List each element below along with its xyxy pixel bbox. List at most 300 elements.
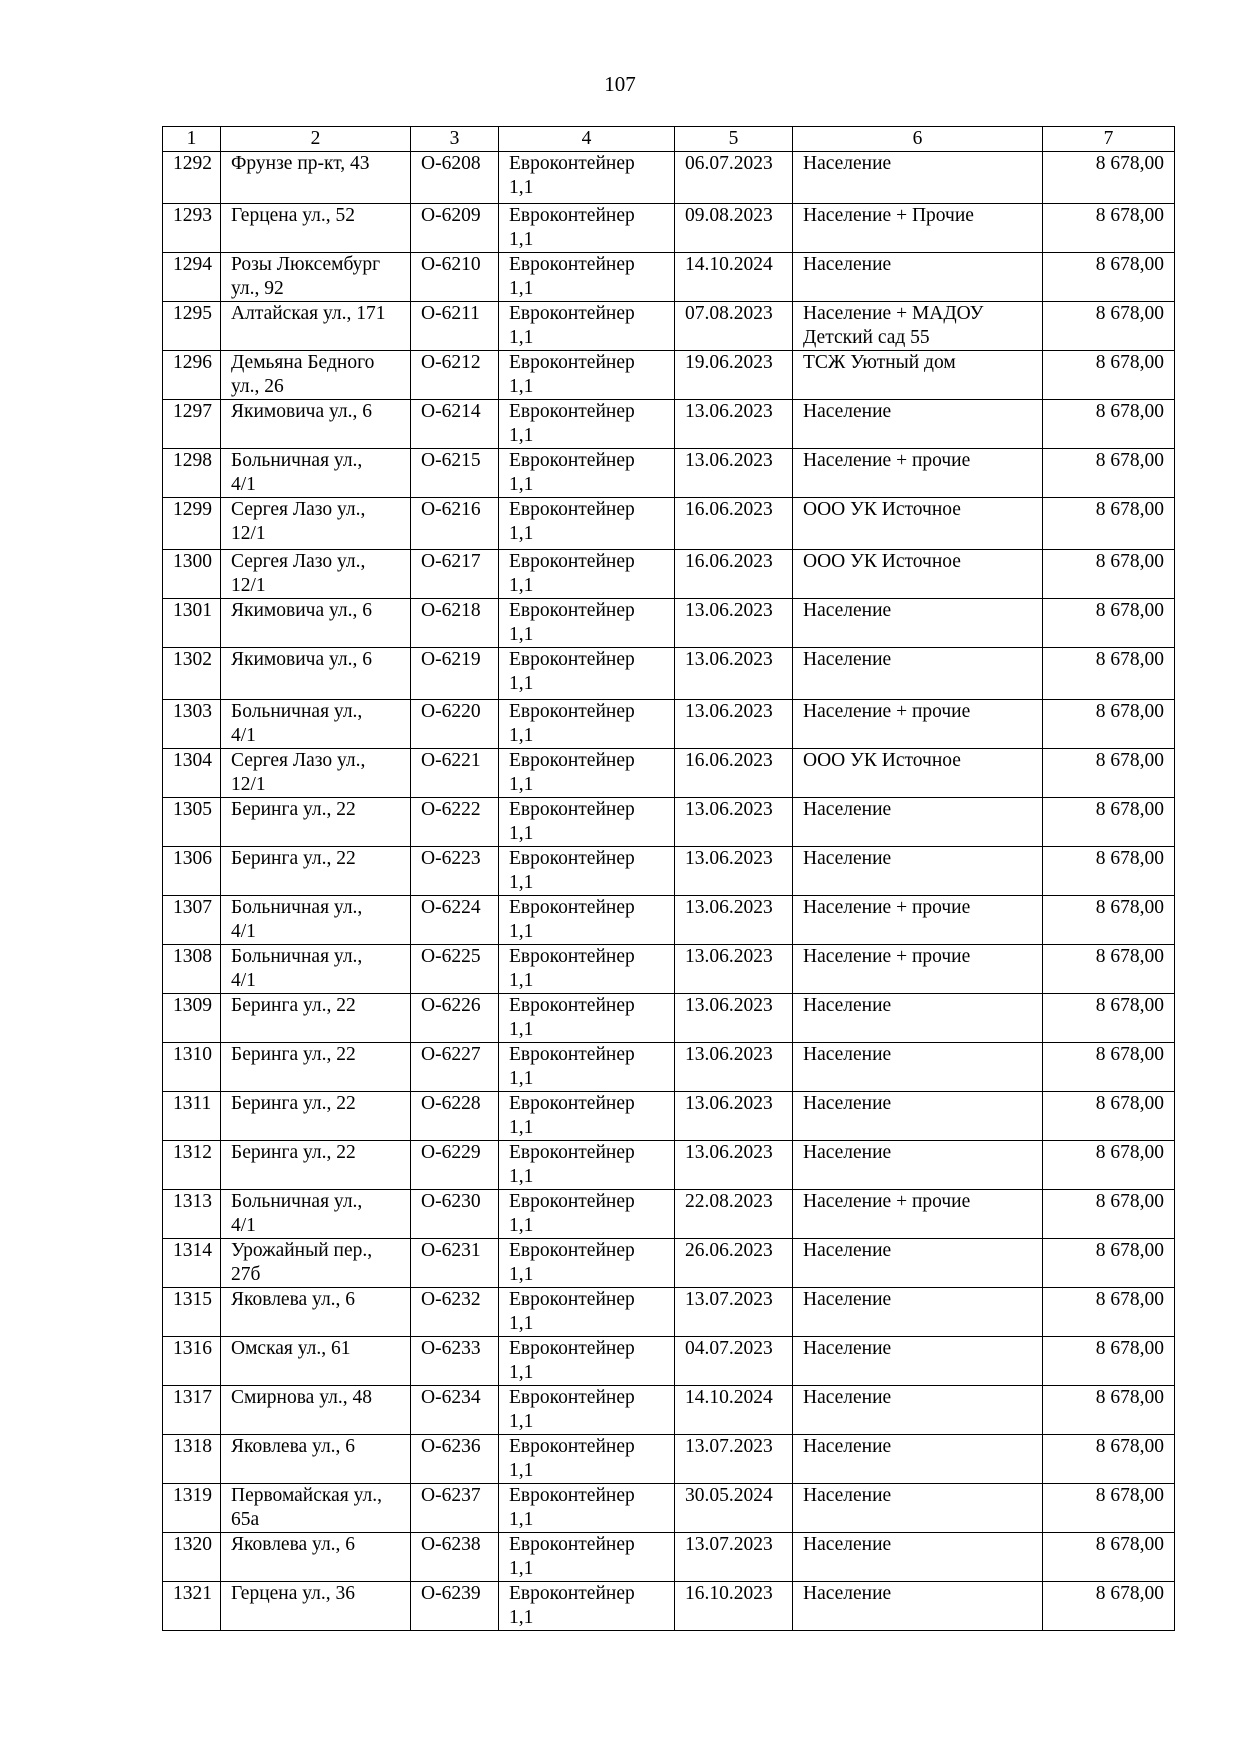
date-cell-text: 13.06.2023 bbox=[685, 1044, 773, 1065]
table-row bbox=[163, 1337, 1175, 1386]
address-cell bbox=[221, 1484, 411, 1533]
date-cell bbox=[675, 1141, 793, 1190]
owner-cell bbox=[793, 400, 1043, 449]
owner-cell bbox=[793, 1582, 1043, 1631]
owner-cell bbox=[793, 1484, 1043, 1533]
site-code-cell bbox=[411, 1337, 499, 1386]
owner-cell-text: Население + МАДОУ Детский сад 55 bbox=[803, 303, 984, 348]
date-cell-text: 13.07.2023 bbox=[685, 1436, 773, 1457]
address-cell-text: Розы Люксембург ул., 92 bbox=[231, 254, 381, 299]
site-code-cell-text: О-6211 bbox=[421, 303, 480, 324]
container-type-cell bbox=[499, 648, 675, 700]
row-number bbox=[163, 1435, 221, 1484]
site-code-cell-text: О-6219 bbox=[421, 649, 481, 670]
owner-cell bbox=[793, 1092, 1043, 1141]
row-number-text: 1294 bbox=[173, 254, 212, 275]
owner-cell-text: Население bbox=[803, 995, 892, 1016]
container-type-cell bbox=[499, 1239, 675, 1288]
price-cell-text: 8 678,00 bbox=[1095, 701, 1164, 722]
owner-cell bbox=[793, 498, 1043, 550]
address-cell bbox=[221, 550, 411, 599]
site-code-cell-text: О-6223 bbox=[421, 848, 481, 869]
price-cell-text: 8 678,00 bbox=[1095, 401, 1164, 422]
row-number-text: 1299 bbox=[173, 499, 212, 520]
date-cell bbox=[675, 749, 793, 798]
price-cell-text: 8 678,00 bbox=[1095, 1485, 1164, 1506]
site-code-cell bbox=[411, 1092, 499, 1141]
site-code-cell-text: О-6221 bbox=[421, 750, 481, 771]
date-cell-text: 13.06.2023 bbox=[685, 401, 773, 422]
row-number bbox=[163, 1337, 221, 1386]
row-number-text: 1319 bbox=[173, 1485, 212, 1506]
container-type-cell-text: Евроконтейнер 1,1 bbox=[509, 1093, 635, 1138]
site-code-cell bbox=[411, 847, 499, 896]
site-code-cell bbox=[411, 1386, 499, 1435]
container-type-cell-text: Евроконтейнер 1,1 bbox=[509, 401, 635, 446]
site-code-cell-text: О-6236 bbox=[421, 1436, 481, 1457]
row-number bbox=[163, 798, 221, 847]
site-code-cell bbox=[411, 1484, 499, 1533]
row-number bbox=[163, 351, 221, 400]
container-type-cell-text: Евроконтейнер 1,1 bbox=[509, 1583, 635, 1628]
address-cell bbox=[221, 1533, 411, 1582]
table-row bbox=[163, 498, 1175, 550]
date-cell-text: 14.10.2024 bbox=[685, 254, 773, 275]
table-row bbox=[163, 599, 1175, 648]
address-cell bbox=[221, 1435, 411, 1484]
owner-cell-text: Население bbox=[803, 1093, 892, 1114]
container-type-cell-text: Евроконтейнер 1,1 bbox=[509, 1191, 635, 1236]
price-cell-text: 8 678,00 bbox=[1095, 1044, 1164, 1065]
container-type-cell-text: Евроконтейнер 1,1 bbox=[509, 1387, 635, 1432]
table-row bbox=[163, 550, 1175, 599]
site-code-cell bbox=[411, 798, 499, 847]
date-cell bbox=[675, 1092, 793, 1141]
address-cell bbox=[221, 896, 411, 945]
address-cell-text: Герцена ул., 36 bbox=[231, 1583, 355, 1604]
owner-cell bbox=[793, 253, 1043, 302]
container-type-cell bbox=[499, 400, 675, 449]
owner-cell-text: Население bbox=[803, 1240, 892, 1261]
date-cell-text: 16.06.2023 bbox=[685, 551, 773, 572]
date-cell bbox=[675, 599, 793, 648]
address-cell-text: Алтайская ул., 171 bbox=[231, 303, 386, 324]
row-number bbox=[163, 400, 221, 449]
price-cell bbox=[1043, 550, 1175, 599]
date-cell bbox=[675, 1190, 793, 1239]
owner-cell bbox=[793, 550, 1043, 599]
row-number bbox=[163, 896, 221, 945]
container-type-cell bbox=[499, 1484, 675, 1533]
header-row bbox=[163, 127, 1175, 152]
owner-cell bbox=[793, 896, 1043, 945]
date-cell bbox=[675, 498, 793, 550]
address-cell-text: Беринга ул., 22 bbox=[231, 1093, 356, 1114]
address-cell-text: Больничная ул., 4/1 bbox=[231, 1191, 363, 1236]
table-row bbox=[163, 253, 1175, 302]
container-type-cell-text: Евроконтейнер 1,1 bbox=[509, 1436, 635, 1481]
table-row bbox=[163, 1582, 1175, 1631]
row-number-text: 1301 bbox=[173, 600, 212, 621]
address-cell-text: Беринга ул., 22 bbox=[231, 1142, 356, 1163]
owner-cell-text: Население bbox=[803, 1436, 892, 1457]
address-cell-text: Демьяна Бедного ул., 26 bbox=[231, 352, 375, 397]
site-code-cell bbox=[411, 1141, 499, 1190]
row-number-text: 1293 bbox=[173, 205, 212, 226]
container-type-cell-text: Евроконтейнер 1,1 bbox=[509, 551, 635, 596]
price-cell bbox=[1043, 498, 1175, 550]
container-type-cell-text: Евроконтейнер 1,1 bbox=[509, 1338, 635, 1383]
address-cell-text: Больничная ул., 4/1 bbox=[231, 946, 363, 991]
address-cell-text: Урожайный пер., 27б bbox=[231, 1240, 373, 1285]
container-type-cell bbox=[499, 700, 675, 749]
site-code-cell bbox=[411, 204, 499, 253]
row-number-text: 1321 bbox=[173, 1583, 212, 1604]
row-number bbox=[163, 1533, 221, 1582]
price-cell bbox=[1043, 449, 1175, 498]
address-cell bbox=[221, 302, 411, 351]
price-cell bbox=[1043, 1533, 1175, 1582]
price-cell bbox=[1043, 253, 1175, 302]
site-code-cell bbox=[411, 1533, 499, 1582]
site-code-cell-text: О-6222 bbox=[421, 799, 481, 820]
owner-cell-text: Население bbox=[803, 1485, 892, 1506]
address-cell-text: Беринга ул., 22 bbox=[231, 1044, 356, 1065]
date-cell-text: 16.06.2023 bbox=[685, 499, 773, 520]
container-type-cell-text: Евроконтейнер 1,1 bbox=[509, 995, 635, 1040]
row-number bbox=[163, 1092, 221, 1141]
table-row bbox=[163, 700, 1175, 749]
container-type-cell-text: Евроконтейнер 1,1 bbox=[509, 1534, 635, 1579]
price-cell-text: 8 678,00 bbox=[1095, 995, 1164, 1016]
date-cell-text: 22.08.2023 bbox=[685, 1191, 773, 1212]
price-cell-text: 8 678,00 bbox=[1095, 1240, 1164, 1261]
address-cell-text: Якимовича ул., 6 bbox=[231, 649, 372, 670]
container-type-cell-text: Евроконтейнер 1,1 bbox=[509, 897, 635, 942]
date-cell-text: 13.06.2023 bbox=[685, 649, 773, 670]
container-type-cell bbox=[499, 1288, 675, 1337]
owner-cell-text: Население bbox=[803, 600, 892, 621]
owner-cell-text: Население bbox=[803, 1338, 892, 1359]
date-cell bbox=[675, 994, 793, 1043]
row-number-text: 1309 bbox=[173, 995, 212, 1016]
row-number bbox=[163, 749, 221, 798]
price-cell-text: 8 678,00 bbox=[1095, 1191, 1164, 1212]
owner-cell bbox=[793, 749, 1043, 798]
date-cell bbox=[675, 253, 793, 302]
price-cell-text: 8 678,00 bbox=[1095, 1142, 1164, 1163]
address-cell bbox=[221, 351, 411, 400]
owner-cell bbox=[793, 351, 1043, 400]
price-cell-text: 8 678,00 bbox=[1095, 848, 1164, 869]
container-type-cell bbox=[499, 945, 675, 994]
date-cell bbox=[675, 1484, 793, 1533]
date-cell-text: 19.06.2023 bbox=[685, 352, 773, 373]
site-code-cell-text: О-6212 bbox=[421, 352, 481, 373]
price-cell-text: 8 678,00 bbox=[1095, 1436, 1164, 1457]
owner-cell-text: Население + Прочие bbox=[803, 205, 974, 226]
address-cell-text: Якимовича ул., 6 bbox=[231, 600, 372, 621]
date-cell-text: 30.05.2024 bbox=[685, 1485, 773, 1506]
price-cell-text: 8 678,00 bbox=[1095, 600, 1164, 621]
address-cell bbox=[221, 204, 411, 253]
owner-cell-text: ООО УК Источное bbox=[803, 499, 961, 520]
address-cell-text: Беринга ул., 22 bbox=[231, 799, 356, 820]
row-number-text: 1305 bbox=[173, 799, 212, 820]
address-cell-text: Якимовича ул., 6 bbox=[231, 401, 372, 422]
table-row bbox=[163, 351, 1175, 400]
price-cell bbox=[1043, 1239, 1175, 1288]
price-cell bbox=[1043, 1337, 1175, 1386]
address-cell bbox=[221, 798, 411, 847]
container-type-cell-text: Евроконтейнер 1,1 bbox=[509, 701, 635, 746]
container-type-cell bbox=[499, 1582, 675, 1631]
row-number-text: 1296 bbox=[173, 352, 212, 373]
price-cell bbox=[1043, 1386, 1175, 1435]
site-code-cell bbox=[411, 253, 499, 302]
date-cell bbox=[675, 204, 793, 253]
table-row bbox=[163, 749, 1175, 798]
column-header: 1 bbox=[163, 127, 221, 152]
column-header: 5 bbox=[675, 127, 793, 152]
price-cell bbox=[1043, 1141, 1175, 1190]
price-cell-text: 8 678,00 bbox=[1095, 352, 1164, 373]
container-type-cell bbox=[499, 152, 675, 204]
container-type-cell bbox=[499, 599, 675, 648]
price-cell bbox=[1043, 400, 1175, 449]
row-number bbox=[163, 847, 221, 896]
container-type-cell bbox=[499, 1092, 675, 1141]
address-cell bbox=[221, 847, 411, 896]
row-number-text: 1306 bbox=[173, 848, 212, 869]
price-cell-text: 8 678,00 bbox=[1095, 649, 1164, 670]
address-cell bbox=[221, 945, 411, 994]
column-header: 6 bbox=[793, 127, 1043, 152]
owner-cell bbox=[793, 994, 1043, 1043]
owner-cell-text: Население + прочие bbox=[803, 701, 971, 722]
date-cell bbox=[675, 896, 793, 945]
owner-cell bbox=[793, 1386, 1043, 1435]
table-row bbox=[163, 1239, 1175, 1288]
table-row bbox=[163, 152, 1175, 204]
owner-cell bbox=[793, 449, 1043, 498]
price-cell bbox=[1043, 648, 1175, 700]
container-type-cell-text: Евроконтейнер 1,1 bbox=[509, 1240, 635, 1285]
site-code-cell bbox=[411, 648, 499, 700]
address-cell bbox=[221, 700, 411, 749]
row-number bbox=[163, 648, 221, 700]
owner-cell-text: Население + прочие bbox=[803, 897, 971, 918]
container-type-cell bbox=[499, 351, 675, 400]
row-number bbox=[163, 302, 221, 351]
owner-cell bbox=[793, 599, 1043, 648]
date-cell-text: 04.07.2023 bbox=[685, 1338, 773, 1359]
address-cell-text: Омская ул., 61 bbox=[231, 1338, 351, 1359]
date-cell bbox=[675, 1337, 793, 1386]
address-cell-text: Больничная ул., 4/1 bbox=[231, 897, 363, 942]
price-cell bbox=[1043, 798, 1175, 847]
row-number bbox=[163, 1043, 221, 1092]
container-type-cell bbox=[499, 1386, 675, 1435]
date-cell bbox=[675, 302, 793, 351]
row-number bbox=[163, 550, 221, 599]
price-cell bbox=[1043, 302, 1175, 351]
site-code-cell bbox=[411, 351, 499, 400]
container-type-cell-text: Евроконтейнер 1,1 bbox=[509, 848, 635, 893]
owner-cell-text: Население bbox=[803, 401, 892, 422]
site-code-cell-text: О-6233 bbox=[421, 1338, 481, 1359]
container-type-cell-text: Евроконтейнер 1,1 bbox=[509, 750, 635, 795]
price-cell bbox=[1043, 945, 1175, 994]
container-type-cell-text: Евроконтейнер 1,1 bbox=[509, 205, 635, 250]
row-number bbox=[163, 152, 221, 204]
site-code-cell-text: О-6217 bbox=[421, 551, 481, 572]
site-code-cell-text: О-6234 bbox=[421, 1387, 481, 1408]
date-cell-text: 13.06.2023 bbox=[685, 1093, 773, 1114]
owner-cell-text: Население bbox=[803, 153, 892, 174]
column-header: 4 bbox=[499, 127, 675, 152]
site-code-cell-text: О-6237 bbox=[421, 1485, 481, 1506]
row-number-text: 1295 bbox=[173, 303, 212, 324]
row-number bbox=[163, 204, 221, 253]
price-cell bbox=[1043, 1190, 1175, 1239]
row-number-text: 1315 bbox=[173, 1289, 212, 1310]
date-cell-text: 07.08.2023 bbox=[685, 303, 773, 324]
date-cell bbox=[675, 400, 793, 449]
table-row bbox=[163, 798, 1175, 847]
price-cell bbox=[1043, 204, 1175, 253]
owner-cell bbox=[793, 1141, 1043, 1190]
container-type-cell bbox=[499, 994, 675, 1043]
address-cell-text: Сергея Лазо ул., 12/1 bbox=[231, 499, 366, 544]
site-code-cell bbox=[411, 550, 499, 599]
price-cell-text: 8 678,00 bbox=[1095, 946, 1164, 967]
container-type-cell-text: Евроконтейнер 1,1 bbox=[509, 303, 635, 348]
owner-cell-text: Население bbox=[803, 1044, 892, 1065]
site-code-cell bbox=[411, 599, 499, 648]
table-row bbox=[163, 1533, 1175, 1582]
site-code-cell bbox=[411, 896, 499, 945]
date-cell-text: 13.07.2023 bbox=[685, 1534, 773, 1555]
table-row bbox=[163, 1484, 1175, 1533]
price-cell bbox=[1043, 1582, 1175, 1631]
date-cell-text: 06.07.2023 bbox=[685, 153, 773, 174]
address-cell-text: Первомайская ул., 65а bbox=[231, 1485, 382, 1530]
price-cell bbox=[1043, 994, 1175, 1043]
address-cell bbox=[221, 449, 411, 498]
container-type-cell bbox=[499, 798, 675, 847]
address-cell-text: Фрунзе пр-кт, 43 bbox=[231, 153, 370, 174]
owner-cell-text: Население bbox=[803, 848, 892, 869]
table-row bbox=[163, 1141, 1175, 1190]
owner-cell bbox=[793, 204, 1043, 253]
row-number bbox=[163, 599, 221, 648]
row-number-text: 1318 bbox=[173, 1436, 212, 1457]
price-cell bbox=[1043, 1092, 1175, 1141]
price-cell bbox=[1043, 847, 1175, 896]
row-number bbox=[163, 498, 221, 550]
row-number bbox=[163, 449, 221, 498]
site-code-cell-text: О-6215 bbox=[421, 450, 481, 471]
address-cell bbox=[221, 648, 411, 700]
container-type-cell bbox=[499, 498, 675, 550]
date-cell bbox=[675, 1043, 793, 1092]
price-cell bbox=[1043, 1288, 1175, 1337]
row-number bbox=[163, 1288, 221, 1337]
date-cell-text: 13.06.2023 bbox=[685, 897, 773, 918]
container-type-cell bbox=[499, 1043, 675, 1092]
price-cell bbox=[1043, 749, 1175, 798]
container-type-cell bbox=[499, 1190, 675, 1239]
site-code-cell-text: О-6228 bbox=[421, 1093, 481, 1114]
row-number bbox=[163, 945, 221, 994]
date-cell bbox=[675, 798, 793, 847]
container-type-cell bbox=[499, 204, 675, 253]
row-number-text: 1320 bbox=[173, 1534, 212, 1555]
container-type-cell-text: Евроконтейнер 1,1 bbox=[509, 799, 635, 844]
date-cell-text: 09.08.2023 bbox=[685, 205, 773, 226]
date-cell-text: 13.06.2023 bbox=[685, 848, 773, 869]
container-type-cell bbox=[499, 302, 675, 351]
column-header: 7 bbox=[1043, 127, 1175, 152]
site-code-cell bbox=[411, 152, 499, 204]
site-code-cell-text: О-6238 bbox=[421, 1534, 481, 1555]
container-type-cell-text: Евроконтейнер 1,1 bbox=[509, 499, 635, 544]
table-row bbox=[163, 400, 1175, 449]
table-row bbox=[163, 1190, 1175, 1239]
date-cell-text: 13.06.2023 bbox=[685, 450, 773, 471]
price-cell-text: 8 678,00 bbox=[1095, 254, 1164, 275]
address-cell bbox=[221, 498, 411, 550]
table-row bbox=[163, 896, 1175, 945]
container-type-cell-text: Евроконтейнер 1,1 bbox=[509, 450, 635, 495]
row-number-text: 1317 bbox=[173, 1387, 212, 1408]
price-cell-text: 8 678,00 bbox=[1095, 1534, 1164, 1555]
address-cell-text: Смирнова ул., 48 bbox=[231, 1387, 372, 1408]
row-number-text: 1314 bbox=[173, 1240, 212, 1261]
container-type-cell bbox=[499, 847, 675, 896]
owner-cell bbox=[793, 700, 1043, 749]
price-cell bbox=[1043, 1043, 1175, 1092]
site-code-cell bbox=[411, 1582, 499, 1631]
owner-cell-text: Население bbox=[803, 1289, 892, 1310]
row-number-text: 1311 bbox=[173, 1093, 212, 1114]
column-header: 2 bbox=[221, 127, 411, 152]
container-type-cell bbox=[499, 896, 675, 945]
address-cell-text: Беринга ул., 22 bbox=[231, 995, 356, 1016]
container-type-cell bbox=[499, 1141, 675, 1190]
owner-cell bbox=[793, 302, 1043, 351]
site-code-cell-text: О-6229 bbox=[421, 1142, 481, 1163]
owner-cell-text: ООО УК Источное bbox=[803, 551, 961, 572]
container-type-cell-text: Евроконтейнер 1,1 bbox=[509, 352, 635, 397]
site-code-cell-text: О-6226 bbox=[421, 995, 481, 1016]
owner-cell-text: Население + прочие bbox=[803, 450, 971, 471]
site-code-cell bbox=[411, 700, 499, 749]
container-type-cell-text: Евроконтейнер 1,1 bbox=[509, 649, 635, 694]
address-cell bbox=[221, 994, 411, 1043]
site-code-cell-text: О-6209 bbox=[421, 205, 481, 226]
table-row bbox=[163, 945, 1175, 994]
price-cell bbox=[1043, 351, 1175, 400]
date-cell-text: 13.06.2023 bbox=[685, 995, 773, 1016]
site-code-cell bbox=[411, 1190, 499, 1239]
price-cell-text: 8 678,00 bbox=[1095, 1338, 1164, 1359]
date-cell-text: 14.10.2024 bbox=[685, 1387, 773, 1408]
address-cell-text: Яковлева ул., 6 bbox=[231, 1534, 356, 1555]
price-cell bbox=[1043, 152, 1175, 204]
site-code-cell bbox=[411, 449, 499, 498]
